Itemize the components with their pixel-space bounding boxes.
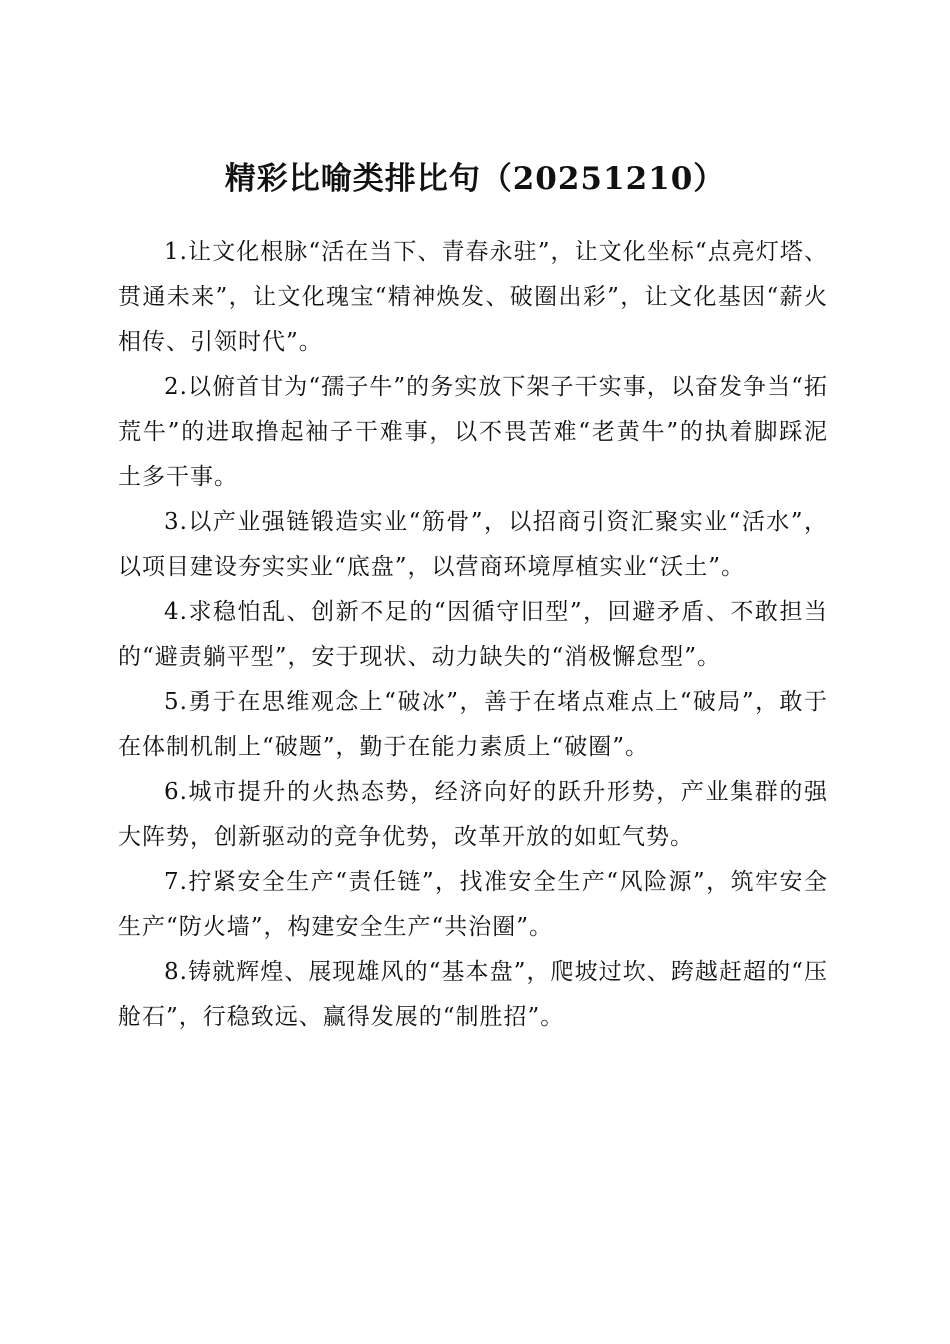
paragraph-1: 1.让文化根脉“活在当下、青春永驻”，让文化坐标“点亮灯塔、贯通未来”，让文化瑰宝“精神焕发、破圈出彩”，让文化基因“薪火相传、引领时代”。: [118, 239, 828, 355]
paragraph-7: 7.拧紧安全生产“责任链”，找准安全生产“风险源”，筑牢安全生产“防火墙”，构建安全生产“共治圈”。: [118, 869, 828, 940]
document-title: 精彩比喻类排比句（20251210）: [224, 160, 726, 197]
document-body: [118, 230, 828, 1040]
paragraph-5: 5.勇于在思维观念上“破冰”，善于在堵点难点上“破局”，敢于在体制机制上“破题”，勤于在能力素质上“破圈”。: [118, 689, 828, 760]
paragraph-3: 3.以产业强链锻造实业“筋骨”，以招商引资汇聚实业“活水”，以项目建设夯实实业“底盘”，以营商环境厚植实业“沃土”。: [118, 509, 828, 580]
paragraph-8: 8.铸就辉煌、展现雄风的“基本盘”，爬坡过坎、跨越赶超的“压舱石”，行稳致远、赢得发展的“制胜招”。: [118, 959, 828, 1030]
paragraph-6: 6.城市提升的火热态势，经济向好的跃升形势，产业集群的强大阵势，创新驱动的竞争优势，改革开放的如虹气势。: [118, 779, 828, 850]
paragraph-4: 4.求稳怕乱、创新不足的“因循守旧型”，回避矛盾、不敢担当的“避责躺平型”，安于现状、动力缺失的“消极懈怠型”。: [118, 599, 828, 670]
paragraph-2: 2.以俯首甘为“孺子牛”的务实放下架子干实事，以奋发争当“拓荒牛”的进取撸起袖子干难事，以不畏苦难“老黄牛”的执着脚踩泥土多干事。: [118, 374, 828, 490]
